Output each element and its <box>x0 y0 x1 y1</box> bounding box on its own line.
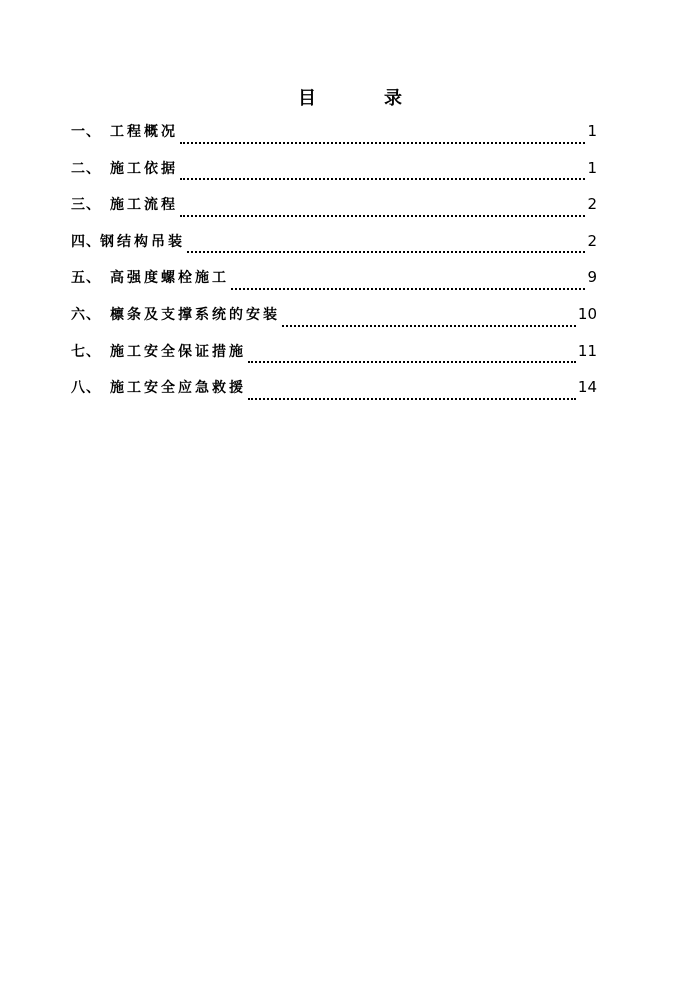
toc-entry-page: 11 <box>577 341 597 360</box>
toc-entry-number: 八 <box>71 380 86 397</box>
toc-title-char-2: 录 <box>384 88 402 109</box>
toc-dot-leader <box>231 288 585 290</box>
toc-title <box>0 84 700 110</box>
toc-entry-number: 二 <box>71 160 86 177</box>
toc-entry-page: 10 <box>577 304 597 323</box>
toc-entry-separator: 、 <box>86 233 100 250</box>
toc-dot-leader <box>248 361 576 363</box>
toc-entry-number: 六 <box>71 306 86 323</box>
toc-dot-leader <box>180 215 585 217</box>
toc-entry[interactable] <box>71 118 597 155</box>
toc-entry-page: 1 <box>587 158 597 177</box>
toc-entry-separator: 、 <box>86 160 100 177</box>
toc-entry-page: 14 <box>577 378 597 397</box>
toc-entry-number: 三 <box>71 197 86 214</box>
toc-entry-separator: 、 <box>86 124 100 140</box>
toc-entry[interactable] <box>71 228 597 265</box>
toc-entry-title: 施工流程 <box>110 197 178 214</box>
toc-entry[interactable] <box>71 191 597 228</box>
toc-entry[interactable] <box>71 374 597 411</box>
toc-entry-title: 工程概况 <box>110 124 178 140</box>
toc-entry-page: 9 <box>587 268 597 287</box>
toc-entry-number: 四 <box>71 233 86 250</box>
toc-entry-number: 五 <box>71 270 86 287</box>
toc-entry-number: 一 <box>71 124 86 140</box>
toc-entry-page: 1 <box>587 122 597 140</box>
toc-dot-leader <box>248 398 576 400</box>
toc-entry-title: 施工依据 <box>110 160 178 177</box>
toc-dot-leader <box>282 325 576 327</box>
toc-entry-title: 施工安全应急救援 <box>110 380 246 397</box>
toc-list <box>71 118 597 411</box>
toc-entry-separator: 、 <box>86 270 100 287</box>
toc-entry[interactable] <box>71 264 597 301</box>
toc-entry[interactable] <box>71 155 597 192</box>
toc-entry-title: 钢结构吊装 <box>100 233 185 250</box>
toc-entry[interactable] <box>71 338 597 375</box>
toc-entry-page: 2 <box>587 195 597 214</box>
toc-entry-page: 2 <box>587 231 597 250</box>
toc-entry-separator: 、 <box>86 343 100 360</box>
toc-entry-separator: 、 <box>86 380 100 397</box>
toc-entry-separator: 、 <box>86 197 100 214</box>
toc-dot-leader <box>187 251 585 253</box>
toc-title-char-1: 目 <box>298 88 316 109</box>
toc-entry[interactable] <box>71 301 597 338</box>
toc-dot-leader <box>180 178 585 180</box>
toc-dot-leader <box>180 142 585 144</box>
toc-entry-title: 施工安全保证措施 <box>110 343 246 360</box>
toc-entry-separator: 、 <box>86 306 100 323</box>
toc-entry-number: 七 <box>71 343 86 360</box>
toc-entry-title: 檩条及支撑系统的安装 <box>110 306 280 323</box>
toc-entry-title: 高强度螺栓施工 <box>110 270 229 287</box>
